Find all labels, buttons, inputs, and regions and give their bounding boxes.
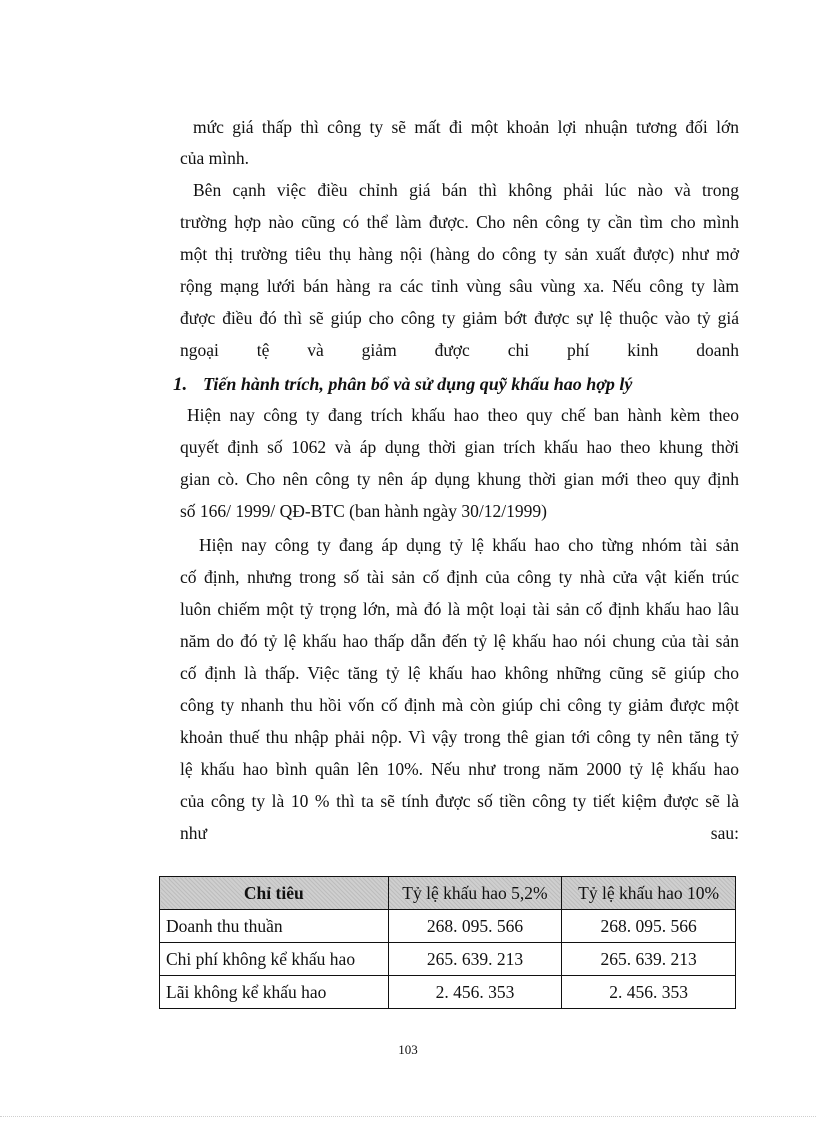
- table-header-cell: Tỷ lệ khấu hao 10%: [562, 877, 736, 910]
- paragraph-2-line-6: ngoại tệ và giảm được chi phí kinh doanh: [180, 340, 739, 360]
- section-heading-number: 1.: [173, 374, 188, 395]
- table-cell-value: 2. 456. 353: [388, 976, 562, 1009]
- paragraph-2-line-2: trường hợp nào cũng có thể làm được. Cho nên công ty cần tìm cho mình: [180, 212, 739, 232]
- paragraph-2-line-5: được điều đó thì sẽ giúp cho công ty giảm bớt được sự lệ thuộc vào tỷ giá: [180, 308, 739, 328]
- table-cell-label: Lãi không kể khấu hao: [160, 976, 389, 1009]
- paragraph-2-line-1: Bên cạnh việc điều chỉnh giá bán thì không phải lúc nào và trong: [193, 180, 739, 200]
- depreciation-table: [159, 876, 736, 1009]
- paragraph-4-line-3: luôn chiếm một tỷ trọng lớn, mà đó là một loại tài sản cố định khấu hao lâu: [180, 599, 739, 619]
- table-header-cell: Chỉ tiêu: [160, 877, 389, 910]
- table-cell-label: Doanh thu thuần: [160, 910, 389, 943]
- table-cell-value: 265. 639. 213: [562, 943, 736, 976]
- paragraph-4-line-4: năm do đó tỷ lệ khấu hao thấp dẫn đến tỷ lệ khấu hao nói chung của tài sản: [180, 631, 739, 651]
- paragraph-4-line-5: cố định là thấp. Việc tăng tỷ lệ khấu hao không những cũng sẽ giúp cho: [180, 663, 739, 683]
- paragraph-4-line-10: như sau:: [180, 823, 739, 843]
- table-row: [160, 910, 736, 943]
- table-cell-value: 2. 456. 353: [562, 976, 736, 1009]
- table-cell-value: 265. 639. 213: [388, 943, 562, 976]
- page-bottom-divider: [0, 1116, 816, 1117]
- page-number: 103: [398, 1042, 418, 1057]
- paragraph-4-line-7: khoản thuế thu nhập phải nộp. Vì vậy trong thê gian tới công ty nên tăng tỷ: [180, 727, 739, 747]
- paragraph-4-line-2: cố định, nhưng trong số tài sản cố định của công ty nhà cửa vật kiến trúc: [180, 567, 739, 587]
- paragraph-1-line-1: mức giá thấp thì công ty sẽ mất đi một khoản lợi nhuận tương đối lớn: [193, 117, 739, 137]
- paragraph-2-line-3: một thị trường tiêu thụ hàng nội (hàng do công ty sản xuất được) như mở: [180, 244, 739, 264]
- paragraph-4-line-9: của công ty là 10 % thì ta sẽ tính được số tiền công ty tiết kiệm được sẽ là: [180, 791, 739, 811]
- paragraph-2-line-4: rộng mạng lưới bán hàng ra các tỉnh vùng sâu vùng xa. Nếu công ty làm: [180, 276, 739, 296]
- table-cell-label: Chi phí không kể khấu hao: [160, 943, 389, 976]
- paragraph-4-line-8: lệ khấu hao bình quân lên 10%. Nếu như trong năm 2000 tỷ lệ khấu hao: [180, 759, 739, 779]
- table-row: [160, 943, 736, 976]
- paragraph-3-line-2: quyết định số 1062 và áp dụng thời gian trích khấu hao theo khung thời: [180, 437, 739, 457]
- table-cell-value: 268. 095. 566: [388, 910, 562, 943]
- table-header-cell: Tỷ lệ khấu hao 5,2%: [388, 877, 562, 910]
- section-heading: [173, 372, 741, 397]
- paragraph-3-line-1: Hiện nay công ty đang trích khấu hao theo quy chế ban hành kèm theo: [187, 405, 739, 425]
- paragraph-1-line-2: của mình.: [180, 148, 250, 168]
- table-row: [160, 976, 736, 1009]
- section-heading-text: Tiến hành trích, phân bổ và sử dụng quỹ khấu hao hợp lý: [203, 374, 633, 394]
- paragraph-3-line-4: số 166/ 1999/ QĐ-BTC (ban hành ngày 30/12/1999): [180, 501, 547, 521]
- paragraph-4-line-6: công ty nhanh thu hồi vốn cố định mà còn giúp chi công ty giảm được một: [180, 695, 739, 715]
- paragraph-4-line-1: Hiện nay công ty đang áp dụng tỷ lệ khấu hao cho từng nhóm tài sản: [199, 535, 739, 555]
- table-cell-value: 268. 095. 566: [562, 910, 736, 943]
- table-header-row: [160, 877, 736, 910]
- paragraph-3-line-3: gian cò. Cho nên công ty nên áp dụng khung thời gian mới theo quy định: [180, 469, 739, 489]
